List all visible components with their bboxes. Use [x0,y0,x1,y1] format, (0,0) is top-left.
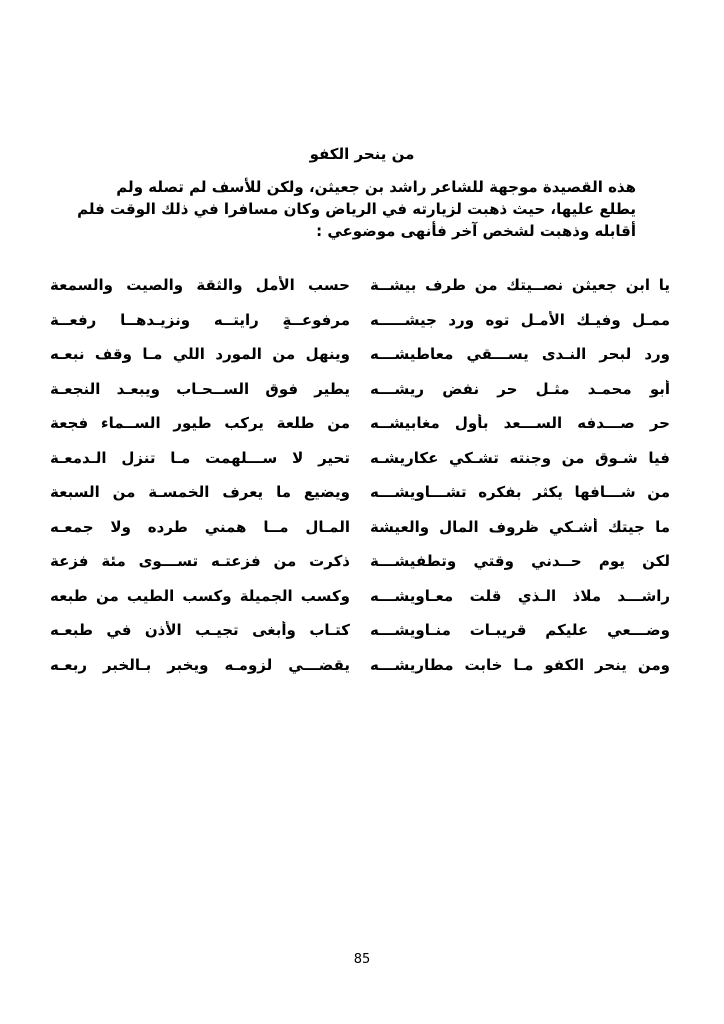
verse-row [50,268,670,303]
verse-second-half: المـال مــا همني طرده ولا جمعـه [50,517,350,536]
verse-first-half: ممـل وفيـك الأمـل توه ورد جيشـــــه [370,310,670,329]
verse-second-half: كتـاب وأبغى تجيـب الأذن في طبعـه [50,621,350,640]
verse-first-half: ما جيتك أشـكي ظروف المال والعيشة [370,517,670,536]
verse-row [50,510,670,545]
verse-first-half: راشـــد ملاذ الـذي قلت معـاويشـــه [370,586,670,605]
verse-first-half: من شـــافها يكثر بفكره تشـــاويشـــه [370,483,670,502]
verse-row [50,648,670,683]
verse-row [50,613,670,648]
verse-second-half: مرفوعــةٍ رايتــه ونزيـدهــا رفعــة [50,310,350,329]
verse-first-half: ومن ينحر الكفو مـا خابت مطاريشـــه [370,655,670,674]
verse-row [50,372,670,407]
intro-line: أقابله وذهبت لشخص آخر فأنهى موضوعي : [316,222,636,240]
verse-row [50,441,670,476]
verse-second-half: وينهل من المورد اللي مـا وقف نبعـه [50,345,350,364]
verse-second-half: حسب الأمل والثقة والصيت والسمعة [50,276,350,295]
intro-line: هذه القصيدة موجهة للشاعر راشد بن جعيثن، ولكن للأسف لم تصله ولم [116,178,636,196]
poem-verses [50,268,670,682]
intro-line: يطلع عليها، حيث ذهبت لزيارته في الرياض وكان مسافرا في ذلك الوقت فلم [77,200,636,218]
verse-first-half: ورد لبحر النـدى يســـقي معاطيشـــه [370,345,670,364]
verse-first-half: فيا شـوق من وجنته تشـكي عكاريشـه [370,448,670,467]
verse-second-half: يطير فوق الســحـاب ويبعـد النجعـة [50,379,350,398]
verse-row [50,544,670,579]
verse-row [50,337,670,372]
verse-row [50,475,670,510]
verse-second-half: يقضـــي لزومـه ويخبر بـالخبر ربعـه [50,655,350,674]
verse-second-half: من طلعة يركب طيور الســماء فجعة [50,414,350,433]
verse-first-half: أبو محمـد مثـل حرٍ نفض ريشـــه [370,379,670,398]
verse-row [50,579,670,614]
verse-first-half: حرٍ صـــدفه الســـعد بأول مغابيشــه [370,414,670,433]
verse-second-half: ذكرت من فزعتـه تســـوى مئة فزعة [50,552,350,571]
verse-second-half: تحير لا ســـلهمت مـا تنزل الـدمعـة [50,448,350,467]
poem-title: من ينحر الكفو [309,145,415,163]
verse-second-half: وكسب الجميلة وكسب الطيب من طبعه [50,586,350,605]
intro-paragraph [76,176,636,242]
verse-row [50,406,670,441]
page-number: 85 [353,952,371,967]
verse-row [50,303,670,338]
verse-first-half: يا ابن جعيثن نصــيتك من طرف بيشــة [370,276,670,295]
verse-first-half: لكن يوم حــدني وقتي وتطفيشـــة [370,552,670,571]
verse-second-half: ويضيع ما يعرف الخمسـة من السبعة [50,483,350,502]
verse-first-half: وضـــعي عليكم قريبـات منـاويشـــه [370,621,670,640]
